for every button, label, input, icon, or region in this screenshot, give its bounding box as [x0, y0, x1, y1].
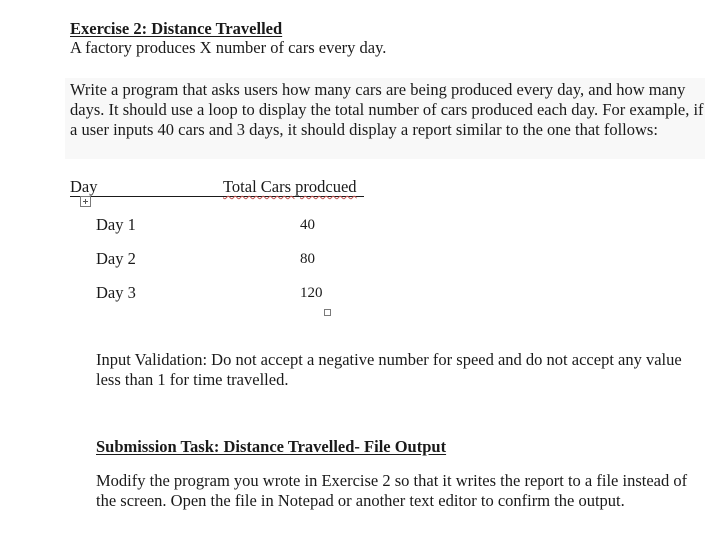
- table-row-day: Day 1: [96, 215, 136, 234]
- table-header-day: Day: [70, 177, 98, 196]
- exercise-subtitle: A factory produces X number of cars every day.: [70, 38, 387, 57]
- table-row-total: 40: [300, 217, 315, 233]
- table-row-day: Day 2: [96, 249, 136, 268]
- exercise-description: Write a program that asks users how many cars are being produced every day, and how many days. It should use a loop to display the total number of cars produced each day. For example, if a user inputs 40 cars and 3 days, it should display a report similar to the one that follows:: [70, 80, 704, 139]
- table-move-handle-icon[interactable]: [80, 196, 91, 207]
- submission-title: Submission Task: Distance Travelled- File Output: [96, 437, 447, 456]
- table-resize-handle-icon[interactable]: [324, 309, 331, 316]
- table-row-day: Day 3: [96, 283, 136, 302]
- exercise-title: Exercise 2: Distance Travelled: [70, 19, 283, 38]
- table-row-total: 80: [300, 251, 315, 267]
- table-header-total: Total Cars prodcued: [223, 177, 357, 196]
- input-validation-text: Input Validation: Do not accept a negative number for speed and do not accept any value less than 1 for time travelled.: [96, 350, 682, 389]
- submission-text: Modify the program you wrote in Exercise 2 so that it writes the report to a file instead of the screen. Open the file in Notepad or another text editor to confirm the output.: [96, 471, 688, 510]
- table-row-total: 120: [300, 285, 323, 301]
